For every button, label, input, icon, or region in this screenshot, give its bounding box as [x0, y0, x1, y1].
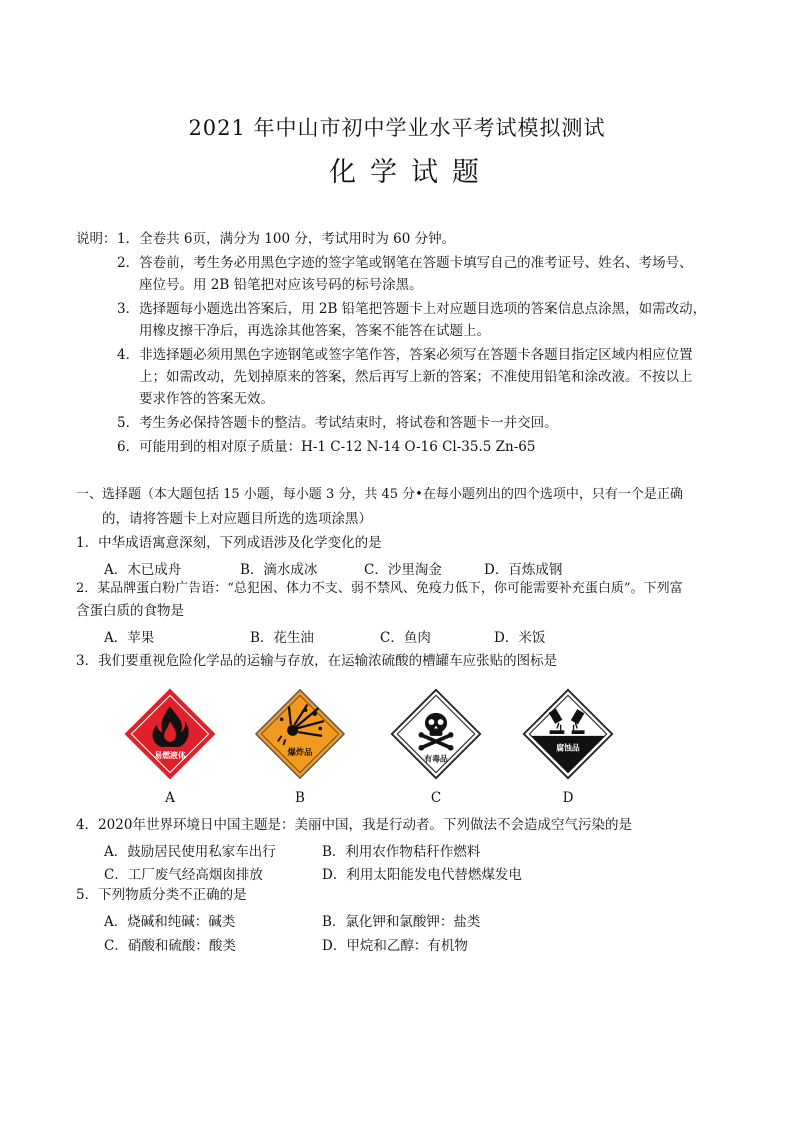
exam-title: 2021 年中山市初中学业水平考试模拟测试 — [188, 116, 606, 140]
option-d: D．百炼成钢 — [484, 562, 563, 578]
option-a: A．鼓励居民使用私家车出行 — [104, 844, 276, 860]
sign-label: 爆炸品 — [287, 747, 313, 758]
instruction-line: 5．考生务必保持答题卡的整洁。考试结束时，将试卷和答题卡一并交回。 — [117, 415, 558, 431]
question-stem-continued: 含蛋白质的食物是 — [76, 603, 184, 619]
option-a: A．苹果 — [104, 630, 155, 646]
instruction-line: 2．答卷前，考生务必用黑色字迹的签字笔或钢笔在答题卡填写自己的准考证号、姓名、考场号、 — [117, 255, 693, 271]
option-c: C．鱼肉 — [380, 630, 431, 646]
sign-letter: B — [295, 790, 305, 806]
instruction-line: 用橡皮擦干净后，再选涂其他答案，答案不能答在试题上。 — [139, 323, 490, 339]
section-heading-line: 的，请将答题卡上对应题目所选的选项涂黑） — [102, 511, 372, 527]
instructions-prefix: 说明： — [76, 231, 117, 247]
sign-label: 易燃液体 — [154, 750, 186, 760]
option-a: A．木已成舟 — [104, 562, 182, 578]
sign-explosive — [254, 688, 346, 780]
option-b: B．氯化钾和氯酸钾：盐类 — [322, 914, 481, 930]
option-c: C．沙里淘金 — [364, 562, 442, 578]
option-c: C．硝酸和硫酸：酸类 — [104, 938, 236, 954]
sign-label: 腐蚀品 — [556, 743, 580, 753]
sign-corrosive — [522, 688, 614, 780]
question-stem: 5．下列物质分类不正确的是 — [76, 887, 247, 903]
question-stem: 3．我们要重视危险化学品的运输与存放，在运输浓硫酸的槽罐车应张贴的图标是 — [76, 653, 558, 669]
sign-letter: A — [165, 790, 175, 806]
sign-label: 有毒品 — [424, 754, 448, 764]
sign-letter: D — [562, 790, 574, 806]
instruction-line: 上；如需改动，先划掉原来的答案，然后再写上新的答案；不准使用铅笔和涂改液。不按以上 — [139, 369, 693, 385]
option-d: D．利用太阳能发电代替燃煤发电 — [322, 867, 522, 883]
option-b: B．利用农作物秸秆作燃料 — [322, 844, 481, 860]
instruction-line: 3．选择题每小题选出答案后，用 2B 铅笔把答题卡上对应题目选项的答案信息点涂黑，如需改动， — [117, 301, 707, 317]
corrosive-icon — [522, 688, 614, 780]
instruction-line: 4．非选择题必须用黑色字迹钢笔或签字笔作答，答案必须写在答题卡各题目指定区域内相应位置 — [117, 347, 693, 363]
flame-icon — [124, 688, 216, 780]
instruction-line: 1．全卷共 6页，满分为 100 分，考试用时为 60 分钟。 — [117, 231, 456, 247]
sign-letter: C — [430, 790, 442, 806]
explosion-icon — [254, 688, 346, 780]
sign-toxic — [390, 688, 482, 780]
question-stem: 2．某品牌蛋白粉广告语：“总犯困、体力不支、弱不禁风、免疫力低下，你可能需要补充蛋白质”。下列富 — [76, 581, 683, 596]
skull-icon — [390, 688, 482, 780]
question-stem: 4．2020年世界环境日中国主题是：美丽中国，我是行动者。下列做法不会造成空气污染的是 — [76, 817, 632, 833]
option-d: D．甲烷和乙醇：有机物 — [322, 938, 468, 954]
subject-title: 化学试题 — [329, 157, 493, 188]
instruction-line: 6．可能用到的相对原子质量：H-1 C-12 N-14 O-16 Cl-35.5 Zn-65 — [117, 439, 536, 455]
section-heading-line: 一、选择题（本大题包括 15 小题，每小题 3 分，共 45 分•在每小题列出的四个选项中，只有一个是正确 — [76, 487, 683, 502]
instruction-line: 座位号。用 2B 铅笔把对应该号码的标号涂黑。 — [139, 277, 423, 293]
option-b: B．花生油 — [250, 630, 314, 646]
option-b: B．滴水成冰 — [240, 562, 318, 578]
option-a: A．烧碱和纯碱：碱类 — [104, 914, 236, 930]
sign-flammable — [124, 688, 216, 780]
question-stem: 1．中华成语寓意深刻，下列成语涉及化学变化的是 — [76, 535, 382, 551]
option-c: C．工厂废气经高烟囱排放 — [104, 867, 263, 883]
instruction-line: 要求作答的答案无效。 — [139, 391, 274, 407]
option-d: D．米饭 — [494, 630, 546, 646]
